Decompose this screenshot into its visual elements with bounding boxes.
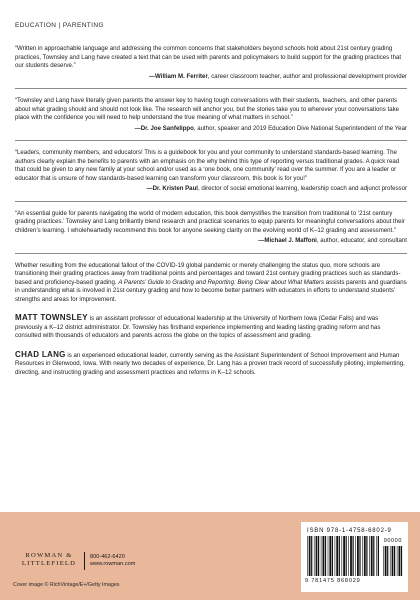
barcode-stripe xyxy=(385,546,387,576)
book-description xyxy=(15,262,407,305)
endorser-role: , career classroom teacher, author and professional development provider xyxy=(207,72,407,80)
barcode-stripe xyxy=(316,536,318,576)
author-name: CHAD LANG xyxy=(15,349,66,359)
description-text: assists parents and guardians in understanding what is involved in 21st century grading and how to become better partners with educators in efforts to understand students’ strengths and areas for improvement. xyxy=(15,278,407,303)
barcode-stripe xyxy=(373,536,374,576)
logo-separator xyxy=(84,552,85,570)
barcode-stripe xyxy=(343,536,345,576)
description-text: Whether resulting from the educational fallout of the COVID-19 global pandemic or merely challenging the status quo, more schools are transitioning their grading practices away from traditional points and percentages and toward 21st century grading practices such as standards-based and proficiency-based grading. xyxy=(15,261,401,286)
price-addon-barcode xyxy=(383,546,403,576)
barcode-stripe xyxy=(353,536,354,576)
barcode-stripe xyxy=(397,546,398,576)
barcode-stripe xyxy=(346,536,347,576)
publisher-website: www.rowman.com xyxy=(90,561,136,567)
barcode-stripe xyxy=(383,546,384,576)
endorsement-attribution xyxy=(15,73,407,82)
barcode-stripe xyxy=(350,536,352,576)
barcode-stripe xyxy=(355,536,356,576)
barcode-stripe xyxy=(401,546,402,576)
endorsement-3 xyxy=(15,149,407,194)
barcode-stripe xyxy=(376,536,377,576)
barcode-stripe xyxy=(336,536,338,576)
publisher-logo xyxy=(13,552,85,568)
endorser-role: , director of social emotional learning, leadership coach and adjunct professor xyxy=(198,185,407,192)
barcode-stripe xyxy=(329,536,331,576)
category-label: EDUCATION | PARENTING xyxy=(15,22,104,29)
author-bio-1 xyxy=(15,314,407,341)
endorsement-4 xyxy=(15,210,407,246)
price-code: 90000 xyxy=(383,538,402,544)
barcode-stripe xyxy=(309,536,311,576)
publisher-phone: 800-462-6420 xyxy=(90,554,125,560)
endorsement-attribution xyxy=(15,237,407,246)
barcode-stripe xyxy=(307,536,308,576)
barcode-stripe xyxy=(362,536,363,576)
cover-image-credit: Cover image © RichVintage/E+/Getty Images xyxy=(13,582,120,588)
author-bio-2 xyxy=(15,351,407,378)
endorsement-text: “Leaders, community members, and educators! This is a guidebook for you and your community to understand standards-based learning. The authors clearly explain the benefits to parents with an emphasis on the why behind this type of reporting versus traditional grades. A quick read that could be given to any new family at your school and/or used as a ‘one book, one community’ read over the summer. If you are a leader or educator that is unsure of how standards-based learning can transform your classroom, this book is for you!” xyxy=(15,149,400,182)
publisher-logo-line: LITTLEFIELD xyxy=(21,560,77,567)
barcode-stripe xyxy=(318,536,319,576)
barcode-stripe xyxy=(328,536,329,576)
divider xyxy=(15,253,407,254)
endorsement-2 xyxy=(15,97,407,133)
endorser-role: , author, speaker and 2019 Education Dive National Superintendent of the Year xyxy=(193,124,407,132)
endorsement-attribution xyxy=(15,125,407,134)
barcode-stripe xyxy=(369,536,370,576)
barcode-digits: 9 781475 868029 xyxy=(305,578,361,584)
barcode-stripe xyxy=(390,546,391,576)
barcode-stripe xyxy=(314,536,315,576)
barcode-stripe xyxy=(311,536,312,576)
book-title: A Parents’ Guide to Grading and Reporting: Being Clear about What Matters xyxy=(118,278,325,286)
isbn-label: ISBN 978-1-4758-6802-9 xyxy=(307,528,392,534)
divider xyxy=(15,88,407,89)
barcode-stripe xyxy=(364,536,366,576)
endorsement-attribution xyxy=(15,185,407,194)
barcode-stripe xyxy=(323,536,325,576)
barcode-stripe xyxy=(332,536,333,576)
endorser-role: , author, educator, and consultant xyxy=(316,237,407,244)
barcode-stripe xyxy=(342,536,343,576)
divider xyxy=(15,201,407,202)
barcode-panel xyxy=(301,522,408,592)
author-bio-text: is an assistant professor of educational leadership at the University of Northern Iowa (Cedar Falls) and was previously a K–12 district administrator. Dr. Townsley has firsthand experience implementing and leading lasting grading reform and has consulted with thousands of educators and parents across the globe on the topics of assessment and grading. xyxy=(15,315,381,339)
endorser-name: —William M. Ferriter xyxy=(148,72,208,80)
publisher-contact xyxy=(90,554,135,568)
endorsement-text: “Townsley and Lang have literally given parents the answer key to having tough conversations with their students, teachers, and other parents about what grading should and should not look like. The research will anchor you, but the stories take you to wherever your conversations take place with the confidence you will need to help understand the true meaning of what matters in school.” xyxy=(15,97,400,121)
barcode-stripe xyxy=(339,536,340,576)
barcode-stripe xyxy=(392,546,394,576)
barcode-stripe xyxy=(348,536,349,576)
endorser-name: —Dr. Joe Sanfelippo xyxy=(134,124,194,132)
barcode-stripe xyxy=(387,546,388,576)
author-name: MATT TOWNSLEY xyxy=(15,313,88,322)
barcode-stripe xyxy=(366,536,367,576)
endorser-name: —Michael J. Maffoni xyxy=(258,237,317,244)
barcode-stripe xyxy=(325,536,326,576)
barcode-stripe xyxy=(321,536,322,576)
endorsement-text: “An essential guide for parents navigating the world of modern education, this book demystifies the transition from traditional to ‘21st century grading practices.’ Townsley and Lang brilliantly blend research and practical scenarios to equip parents for meaningful conversations about their children’s learning. I wholeheartedly recommend this book for anyone seeking clarity on the evolving world of K–12 grading and assessment.” xyxy=(15,209,405,234)
barcode-stripe xyxy=(357,536,359,576)
content-column xyxy=(15,45,407,377)
barcode-stripe xyxy=(394,546,395,576)
barcode-stripe xyxy=(371,536,373,576)
barcode-stripe xyxy=(378,536,379,576)
author-bio-text: is an experienced educational leader, currently serving as the Assistant Superintendent of School Improvement and Human Resources in Glenwood, Iowa. With nearly two decades of experience, Dr. Lang has a proven track record of successfully piloting, implementing, directing, and instructing grading and assessment practices and reforms in K–12 schools. xyxy=(15,351,405,376)
endorsement-text: “Written in approachable language and addressing the common concerns that stakeholders beyond schools hold about 21st century grading practices, Townsley and Lang have created a text that can be used with parents and policymakers to build support for the grading practices that our students deserve.” xyxy=(15,45,402,69)
endorser-name: —Dr. Kristen Paul xyxy=(146,185,198,192)
barcode-stripe xyxy=(399,546,401,576)
endorsement-1 xyxy=(15,45,407,81)
barcode-stripe xyxy=(359,536,360,576)
publisher-logo-line: ROWMAN & xyxy=(25,552,73,559)
divider xyxy=(15,140,407,141)
isbn-barcode xyxy=(307,536,379,576)
barcode-stripe xyxy=(335,536,336,576)
